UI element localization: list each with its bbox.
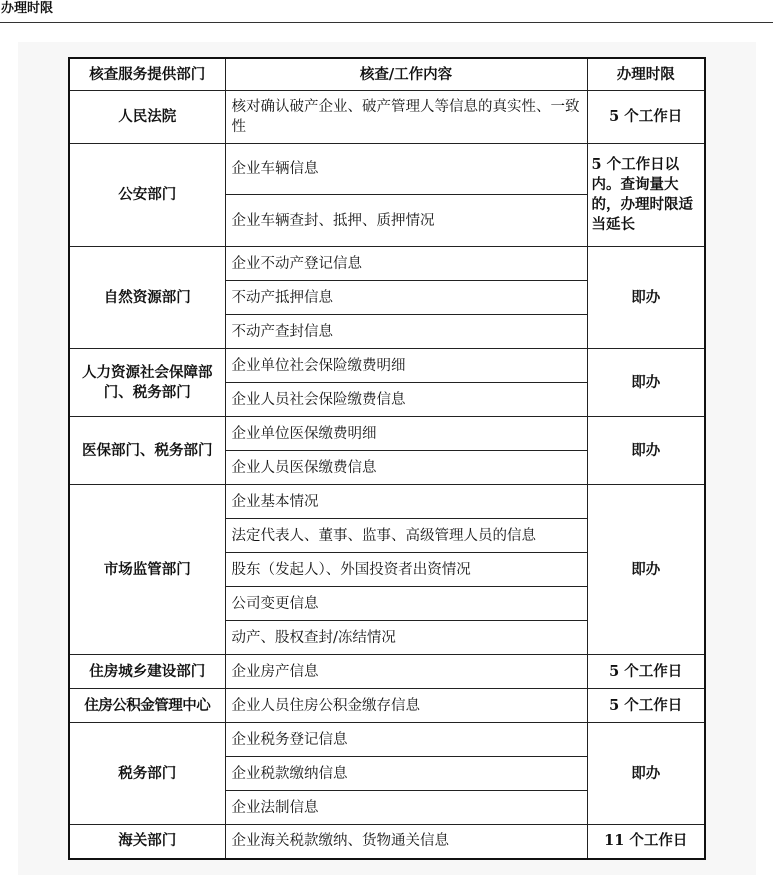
limit-cell: 5 个工作日 xyxy=(587,91,705,144)
table-row xyxy=(69,689,705,723)
content-cell: 不动产抵押信息 xyxy=(225,281,587,315)
limit-cell: 即办 xyxy=(587,247,705,349)
limit-cell: 11 个工作日 xyxy=(587,825,705,859)
content-cell: 公司变更信息 xyxy=(225,587,587,621)
dept-cell: 海关部门 xyxy=(69,825,225,859)
content-cell: 企业基本情况 xyxy=(225,485,587,519)
limit-cell: 5 个工作日 xyxy=(587,655,705,689)
dept-cell: 医保部门、税务部门 xyxy=(69,417,225,485)
header-content: 核查/工作内容 xyxy=(225,58,587,91)
content-cell: 企业税款缴纳信息 xyxy=(225,757,587,791)
dept-cell: 自然资源部门 xyxy=(69,247,225,349)
page-title: 办理时限 xyxy=(1,1,54,16)
table-row xyxy=(69,825,705,859)
limit-cell: 5 个工作日 xyxy=(587,689,705,723)
content-cell: 动产、股权查封/冻结情况 xyxy=(225,621,587,655)
table-row xyxy=(69,655,705,689)
content-cell: 企业车辆查封、抵押、质押情况 xyxy=(225,195,587,247)
content-cell: 法定代表人、董事、监事、高级管理人员的信息 xyxy=(225,519,587,553)
content-cell: 企业车辆信息 xyxy=(225,144,587,195)
dept-cell: 住房城乡建设部门 xyxy=(69,655,225,689)
table-row xyxy=(69,417,705,451)
header-limit: 办理时限 xyxy=(587,58,705,91)
content-cell: 企业海关税款缴纳、货物通关信息 xyxy=(225,825,587,859)
time-limit-table xyxy=(68,57,706,860)
content-cell: 股东（发起人）、外国投资者出资情况 xyxy=(225,553,587,587)
content-cell: 核对确认破产企业、破产管理人等信息的真实性、一致性 xyxy=(225,91,587,144)
limit-cell: 即办 xyxy=(587,349,705,417)
table-header-row xyxy=(69,58,705,91)
limit-cell: 5 个工作日以内。查询量大的，办理时限适当延长 xyxy=(587,144,705,247)
table-row xyxy=(69,723,705,757)
content-cell: 企业单位医保缴费明细 xyxy=(225,417,587,451)
dept-cell: 住房公积金管理中心 xyxy=(69,689,225,723)
table-row xyxy=(69,349,705,383)
table-row xyxy=(69,485,705,519)
content-cell: 企业单位社会保险缴费明细 xyxy=(225,349,587,383)
content-cell: 不动产查封信息 xyxy=(225,315,587,349)
content-cell: 企业人员社会保险缴费信息 xyxy=(225,383,587,417)
content-cell: 企业法制信息 xyxy=(225,791,587,825)
dept-cell: 市场监管部门 xyxy=(69,485,225,655)
limit-cell: 即办 xyxy=(587,417,705,485)
content-cell: 企业不动产登记信息 xyxy=(225,247,587,281)
table-row xyxy=(69,247,705,281)
content-cell: 企业人员医保缴费信息 xyxy=(225,451,587,485)
table-row xyxy=(69,91,705,144)
dept-cell: 公安部门 xyxy=(69,144,225,247)
table-row xyxy=(69,144,705,195)
limit-cell: 即办 xyxy=(587,485,705,655)
content-cell: 企业税务登记信息 xyxy=(225,723,587,757)
dept-cell: 人力资源社会保障部门、税务部门 xyxy=(69,349,225,417)
page-header xyxy=(0,0,773,23)
dept-cell: 税务部门 xyxy=(69,723,225,825)
content-cell: 企业人员住房公积金缴存信息 xyxy=(225,689,587,723)
header-dept: 核查服务提供部门 xyxy=(69,58,225,91)
limit-cell: 即办 xyxy=(587,723,705,825)
content-cell: 企业房产信息 xyxy=(225,655,587,689)
dept-cell: 人民法院 xyxy=(69,91,225,144)
